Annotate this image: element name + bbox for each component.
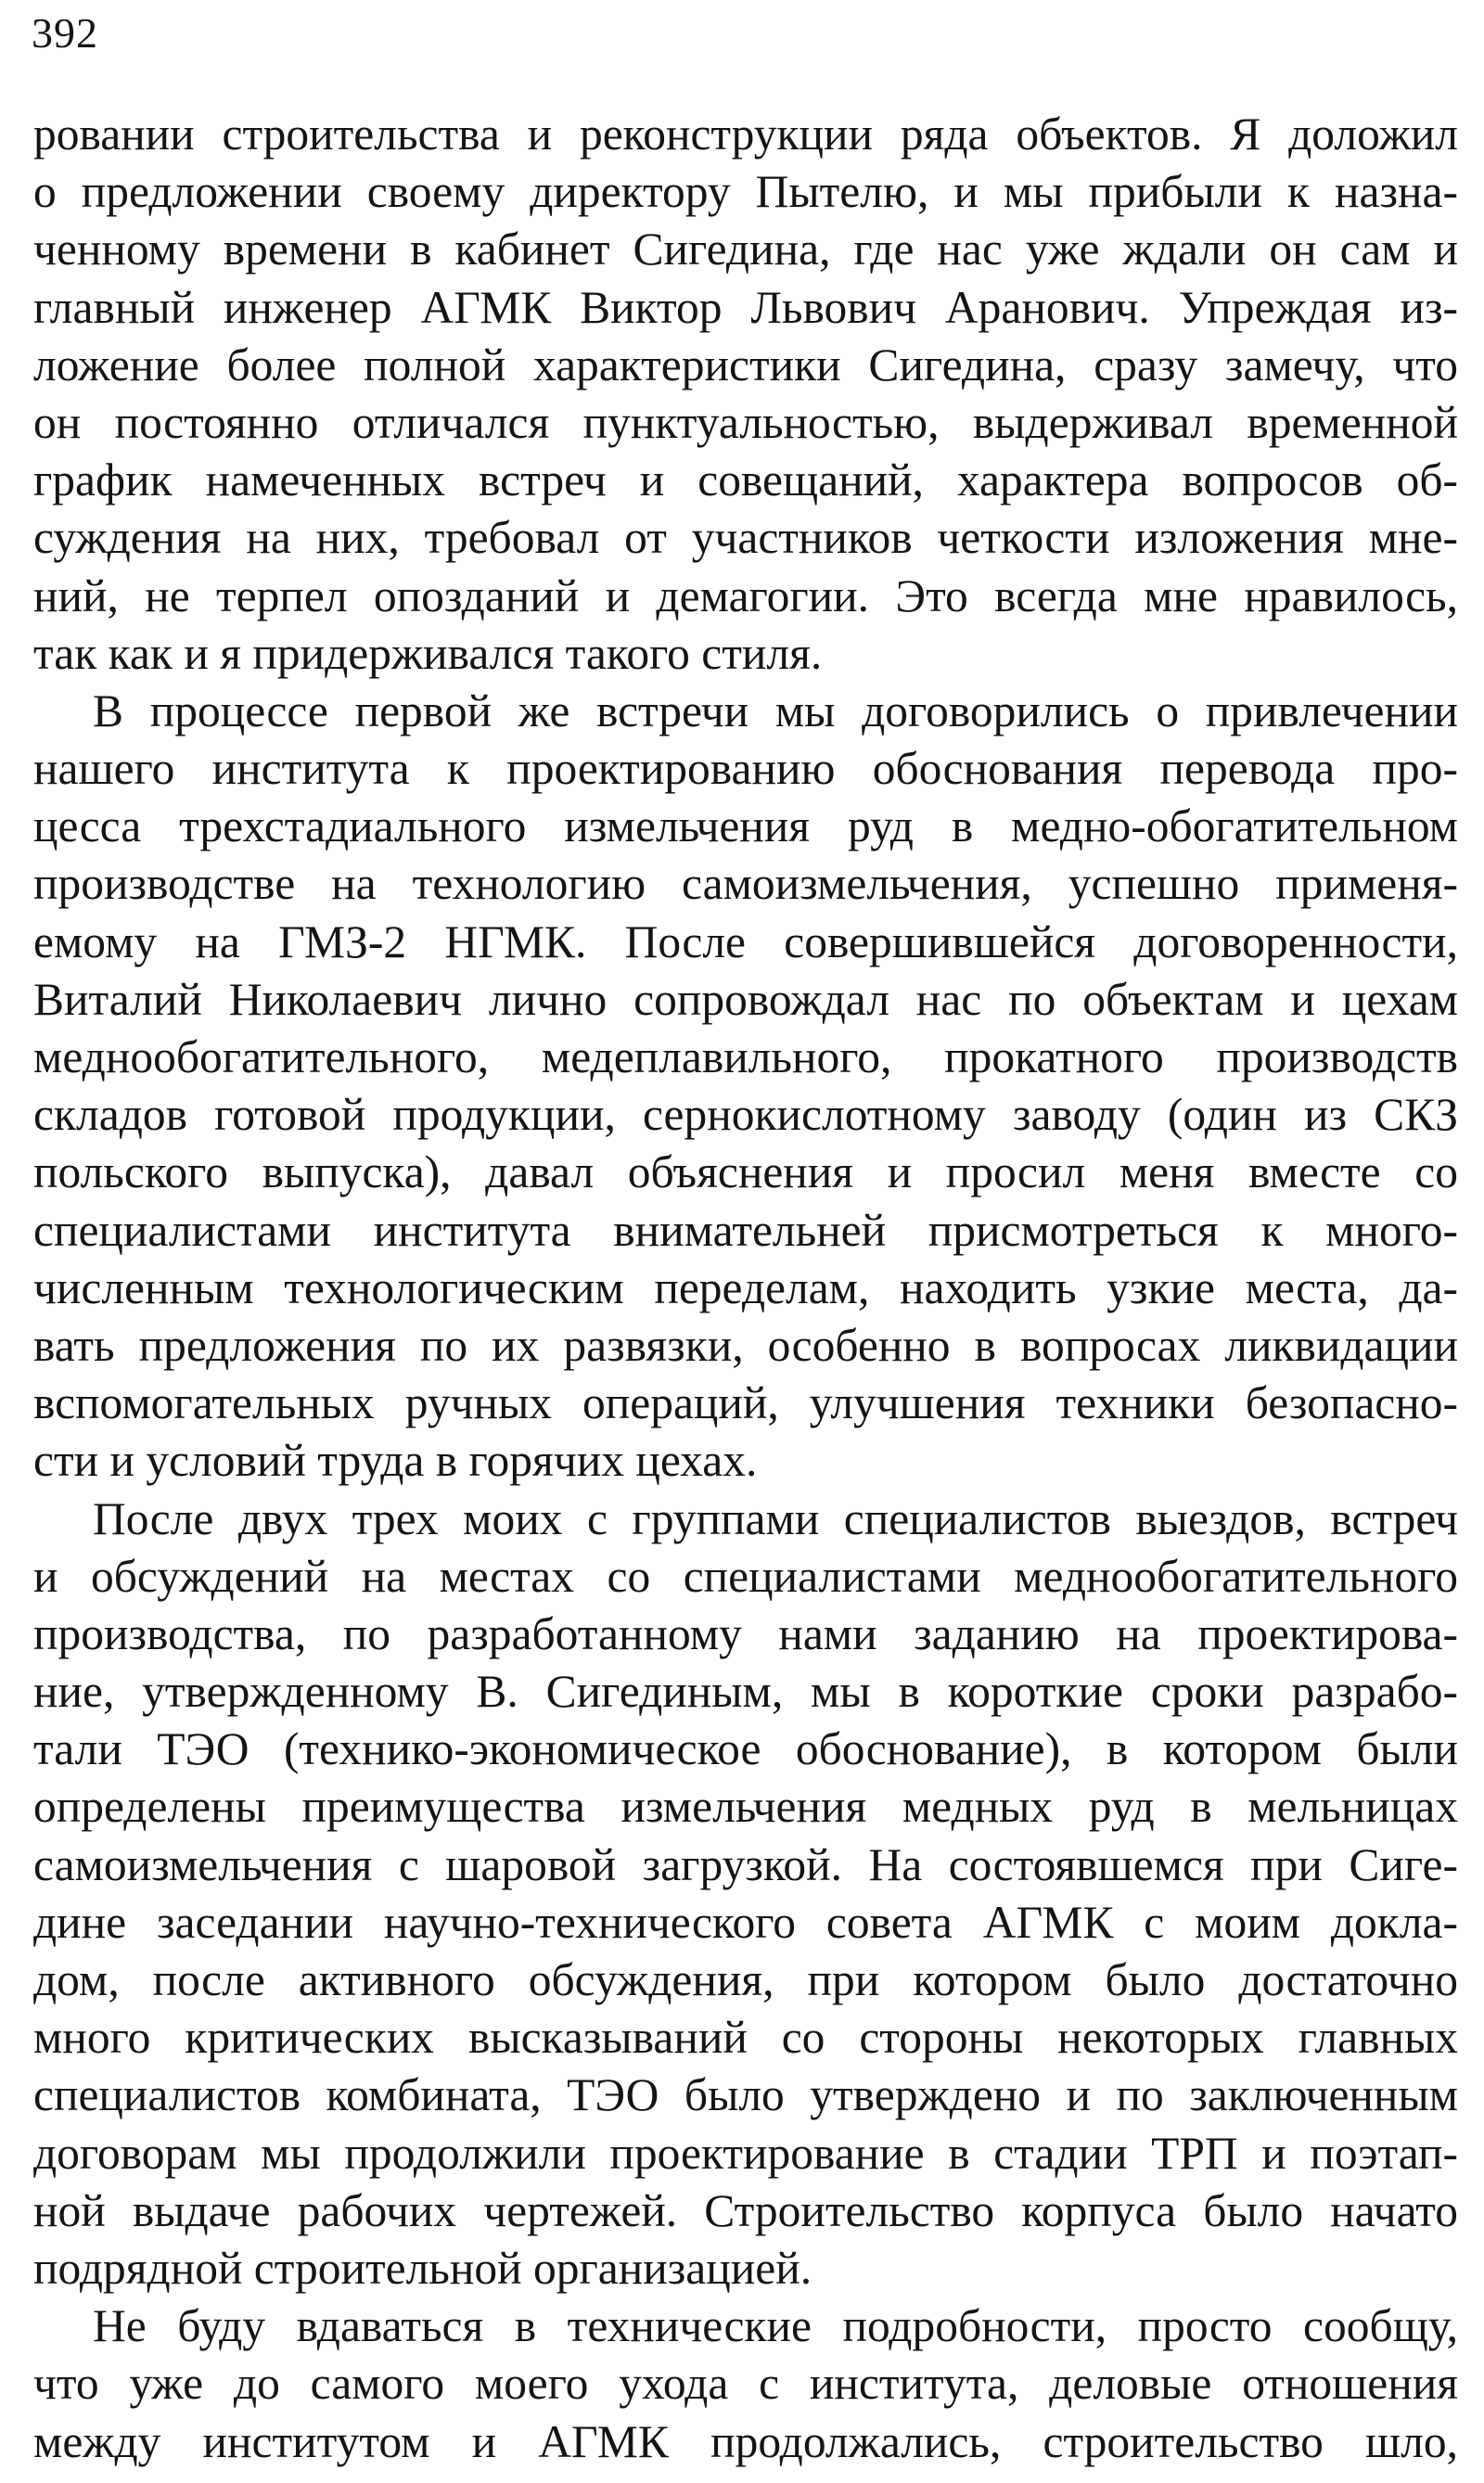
text-line: специалистов комбината, ТЭО было утверждено и по заключенным (33, 2069, 1458, 2121)
text-line: ровании строительства и реконструкции ряда объектов. Я доложил (33, 109, 1458, 160)
text-line: вать предложения по их развязки, особенно в вопросах ликвидации (33, 1319, 1458, 1371)
text-line: он постоянно отличался пунктуальностью, выдерживал временной (33, 396, 1458, 448)
text-line: ложение более полной характеристики Сигедина, сразу замечу, что (33, 339, 1458, 390)
text-line: определены преимущества измельчения медных руд в мельницах (33, 1781, 1458, 1833)
paragraph (33, 106, 1458, 683)
text-line: В процессе первой же встречи мы договорились о привлечении (93, 685, 1458, 736)
text-line: дине заседании научно-технического совета АГМК с моим доклa- (33, 1896, 1458, 1948)
text-line: главный инженер АГМК Виктор Львович Аранович. Упреждая из- (33, 281, 1458, 333)
text-line: тали ТЭО (технико-экономическое обоснование), в котором были (33, 1723, 1458, 1775)
text-line: ний, не терпел опозданий и демагогии. Это всегда мне нравилось, (33, 570, 1458, 621)
text-line: подрядной строительной организацией. (33, 2242, 812, 2294)
text-line: специалистами института внимательней присмотреться к много- (33, 1204, 1458, 1256)
text-line: график намеченных встреч и совещаний, характера вопросов об- (33, 454, 1458, 506)
text-line: ченному времени в кабинет Сигедина, где нас уже ждали он сам и (33, 224, 1458, 275)
body-text (33, 106, 1458, 2471)
paragraph (33, 683, 1458, 1491)
text-line: ной выдаче рабочих чертежей. Строительство корпуса было начато (33, 2184, 1458, 2236)
text-line: о предложении своему директору Пытелю, и мы прибыли к назна- (33, 166, 1458, 218)
text-line: суждения на них, требовал от участников четкости изложения мне- (33, 512, 1458, 564)
text-line: Виталий Николаевич лично сопровождал нас по объектам и цехам (33, 973, 1458, 1025)
text-line: самоизмельчения с шаровой загрузкой. На состоявшемся при Сиге- (33, 1838, 1458, 1890)
paragraph (33, 1491, 1458, 2298)
text-line: емому на ГМЗ-2 НГМК. После совершившейся договоренности, (33, 915, 1458, 967)
text-line: После двух трех моих с группами специалистов выездов, встреч (93, 1492, 1458, 1544)
text-line: и обсуждений на местах со специалистами медноoбогатительного (33, 1550, 1458, 1602)
text-line: договорам мы продолжили проектирование в стадии ТРП и поэтап- (33, 2127, 1458, 2179)
text-line: много критических высказываний со стороны некоторых главных (33, 2012, 1458, 2064)
text-line: численным технологическим переделам, находить узкие места, да- (33, 1261, 1458, 1313)
text-line: сти и условий труда в горячих цехах. (33, 1435, 758, 1487)
text-line: ние, утвержденному В. Сигединым, мы в короткие сроки разрабо- (33, 1666, 1458, 1718)
text-line: вспомогательных ручных операций, улучшения техники безопасно- (33, 1377, 1458, 1429)
text-line: что уже до самого моего ухода с института, деловые отношения (33, 2358, 1458, 2410)
paragraph (33, 2297, 1458, 2471)
text-line: дом, после активного обсуждения, при котором было достаточно (33, 1954, 1458, 2005)
text-line: так как и я придерживался такого стиля. (33, 627, 823, 679)
text-line: Не буду вдаваться в технические подробности, просто сообщу, (93, 2300, 1458, 2352)
page-number: 392 (32, 9, 98, 57)
text-line: производства, по разработанному нами заданию на проектирова- (33, 1607, 1458, 1659)
text-line: медноoбогатительного, медеплавильного, прокатного производств (33, 1031, 1458, 1082)
text-line: цесса трехстадиального измельчения руд в медно-обогатительном (33, 800, 1458, 852)
text-line: польского выпуска), давал объяснения и просил меня вместе со (33, 1146, 1458, 1198)
text-line: складов готовой продукции, сернокислотному заводу (один из СКЗ (33, 1089, 1458, 1141)
text-line: между институтом и АГМК продолжались, строительство шло, (33, 2415, 1458, 2467)
text-line: нашего института к проектированию обоснования перевода про- (33, 743, 1458, 795)
text-line: производстве на технологию самоизмельчения, успешно применя- (33, 858, 1458, 910)
